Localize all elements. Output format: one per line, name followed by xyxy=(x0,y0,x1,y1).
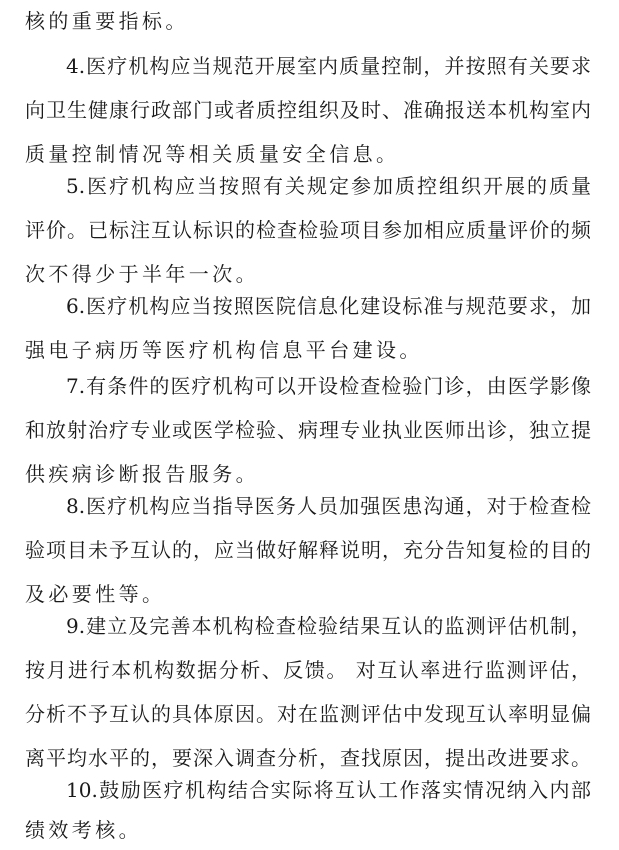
paragraph-8-line-1: 8.医疗机构应当指导医务人员加强医患沟通，对于检查检 xyxy=(66,494,591,518)
paragraph-line: 绩效考核。 xyxy=(25,818,142,842)
paragraph-9-line-1: 9.建立及完善本机构检查检验结果互认的监测评估机制， xyxy=(66,614,591,638)
paragraph-line: 及必要性等。 xyxy=(25,582,166,606)
paragraph-line: 评价。已标注互认标识的检查检验项目参加相应质量评价的频 xyxy=(25,218,591,242)
paragraph-10-line-1: 10.鼓励医疗机构结合实际将互认工作落实情况纳入内部 xyxy=(66,778,591,802)
paragraph-line: 供疾病诊断报告服务。 xyxy=(25,462,259,486)
paragraph-line: 向卫生健康行政部门或者质控组织及时、准确报送本机构室内 xyxy=(25,98,591,122)
paragraph-line: 强电子病历等医疗机构信息平台建设。 xyxy=(25,338,423,362)
paragraph-line: 次不得少于半年一次。 xyxy=(25,262,259,286)
paragraph-line: 验项目未予互认的，应当做好解释说明，充分告知复检的目的 xyxy=(25,538,591,562)
paragraph-5-line-1: 5.医疗机构应当按照有关规定参加质控组织开展的质量 xyxy=(66,174,591,198)
paragraph-line: 质量控制情况等相关质量安全信息。 xyxy=(25,142,400,166)
paragraph-line: 和放射治疗专业或医学检验、病理专业执业医师出诊，独立提 xyxy=(25,418,591,442)
paragraph-line: 按月进行本机构数据分析、反馈。 对互认率进行监测评估， xyxy=(25,658,591,682)
paragraph-line: 离平均水平的，要深入调查分析，查找原因，提出改进要求。 xyxy=(25,746,591,770)
paragraph-4-line-1: 4.医疗机构应当规范开展室内质量控制，并按照有关要求 xyxy=(66,54,591,78)
paragraph-line: 核的重要指标。 xyxy=(25,9,189,33)
paragraph-line: 分析不予互认的具体原因。对在监测评估中发现互认率明显偏 xyxy=(25,702,591,726)
paragraph-7-line-1: 7.有条件的医疗机构可以开设检查检验门诊，由医学影像 xyxy=(66,374,591,398)
paragraph-6-line-1: 6.医疗机构应当按照医院信息化建设标准与规范要求，加 xyxy=(66,294,591,318)
